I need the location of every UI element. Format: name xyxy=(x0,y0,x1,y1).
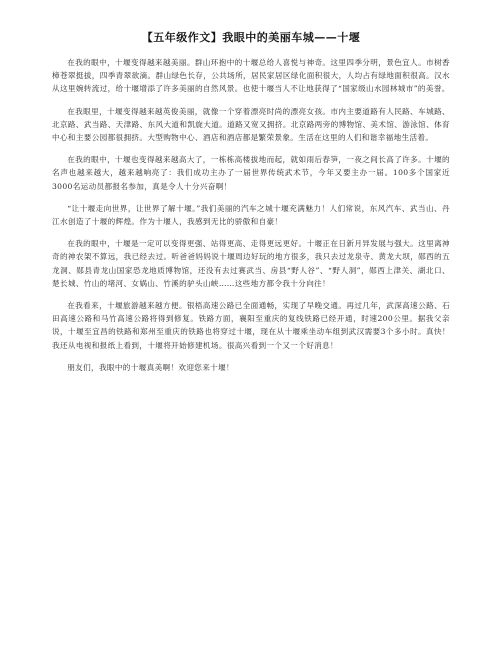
paragraph-2: 在我眼里，十堰变得越来越英俊美丽，就像一个穿着漂亮时尚的漂亮女孩。市内主要道路有人民路、车城路、北京路、武当路、天津路、东风大道和凯旋大道。道路又宽又拥挤。北京路两旁的博物馆、美术馆、游泳馆、体育中心和主要公园都很拥挤。大型购物中心、酒店和酒店都是繁荣景象。生活在这里的人们和谐幸福地生活着。 xyxy=(52,106,450,143)
paragraph-1: 在我的眼中，十堰变得越来越美丽。群山环抱中的十堰总给人喜悦与神奇。这里四季分明，景色宜人。市树香樟苍翠挺拔，四季青翠欲滴。群山绿色长存，公共场所，居民家居区绿化面积很大，人均占有绿地面积很高。汉水从这里婉转流过，给十堰增添了许多美丽的自然风景。也使十堰当人不让地获得了“国家级山水园林城市”的美誉。 xyxy=(52,58,450,94)
paragraph-4: “让十堰走向世界，让世界了解十堰。”我们美丽的汽车之城十堰充满魅力！人们常说，东风汽车、武当山、丹江水创造了十堰的辉煌。作为十堰人，我感到无比的骄傲和自豪！ xyxy=(52,203,450,227)
paragraph-6: 在我看来，十堰旅游越来越方便。银梧高速公路已全面通畅，实现了早晚交通。再过几年，武深高速公路、石田高速公路和马竹高速公路将得到修复。铁路方面，襄阳至重庆的复线铁路已经开通，时速200公里。据我父亲说，十堰至宜昌的铁路和郑州至重庆的铁路也将穿过十堰，现在从十堰乘坐动车组到武汉需要3个多小时。真快！我还从电视和报纸上看到，十堰将开始修建机场。很高兴看到一个又一个好消息！ xyxy=(52,301,450,350)
paragraph-3: 在我的眼中，十堰也变得越来越高大了，一栋栋高楼拔地而起，就如雨后春笋，一夜之间长高了许多。十堰的名声也越来越大，越来越响亮了：我们成功主办了一届世界传统武术节，今年又要主办一届。100多个国家近3000名运动员都报名参加，真是令人十分兴奋啊！ xyxy=(52,155,450,191)
paragraph-5: 在我的眼中，十堰是一定可以变得更强、站得更高、走得更远更好。十堰正在日新月异发展与强大。这里离神奇的神农架不算远，我已经去过。听爸爸妈妈说十堰周边好玩的地方很多，我只去过龙泉寺、黄龙大坝，郧西的五龙洞、郧县青龙山国家恐龙地质博物馆，还没有去过赛武当、房县“野人谷”、“野人洞”，郧西上津关、湖北口、楚长城、竹山的堵河、女娲山、竹溪的驴头山峡……这些地方都令我十分向往！ xyxy=(52,239,450,288)
paragraph-7: 朋友们，我眼中的十堰真美啊！欢迎您来十堰！ xyxy=(67,362,235,372)
document-title: 【五年级作文】我眼中的美丽车城——十堰 xyxy=(141,31,361,44)
